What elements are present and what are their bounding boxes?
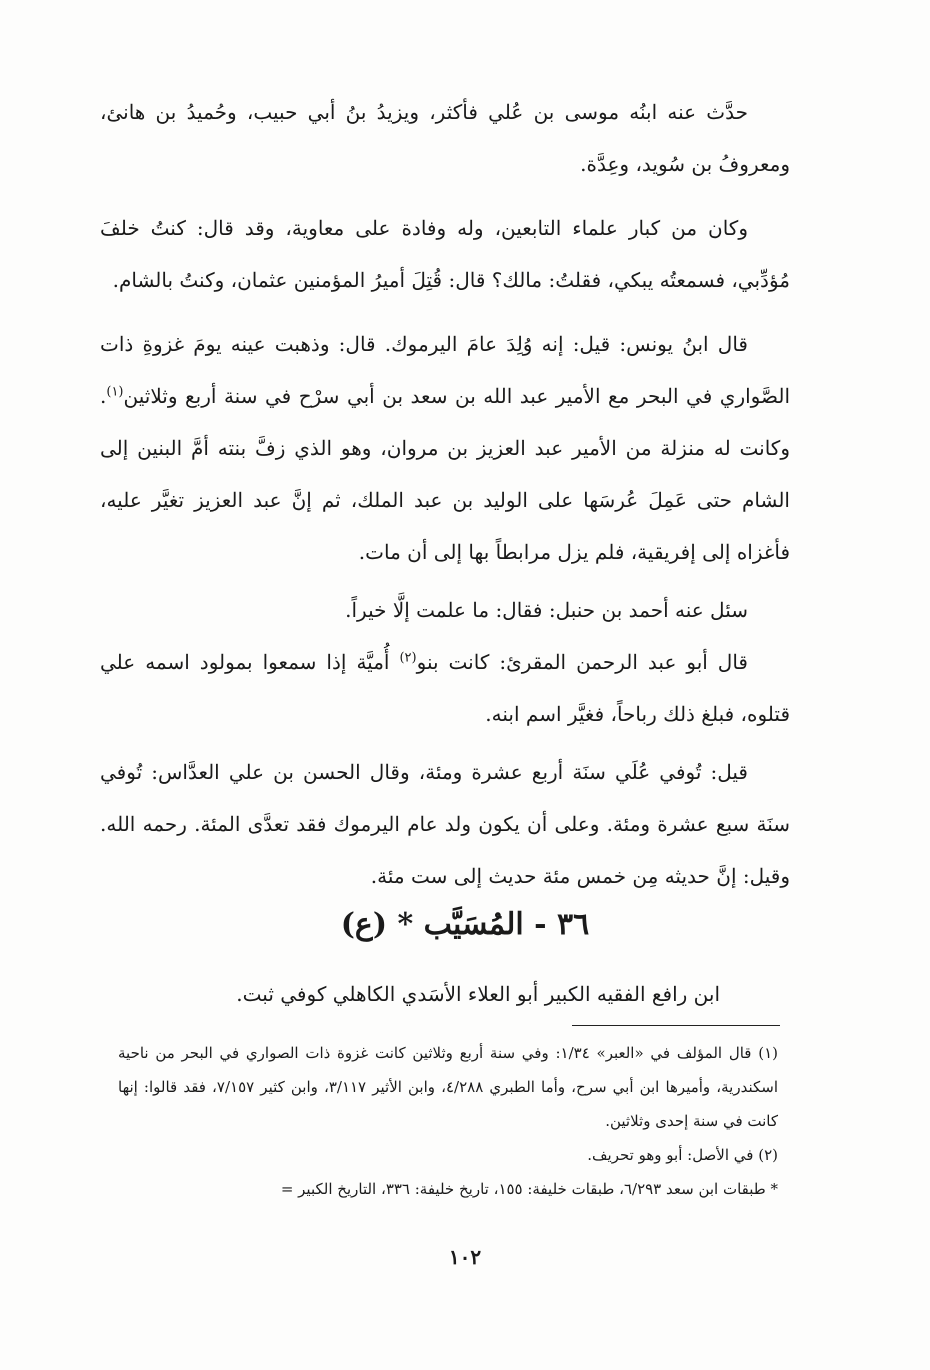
- footnote-1: (١) قال المؤلف في «العبر» ١/٣٤: وفي سنة أربع وثلاثين كانت غزوة ذات الصواري في البحر من ناحية اسكندرية، وأميرها ابن أبي سرح، وأما الطبري ٤/٢٨٨، وابن الأثير ٣/١١٧، وابن كثير ٧/١٥٧، فقد قالوا: إنها كانت في سنة إحدى وثلاثين.: [118, 1044, 779, 1130]
- footnote-2: (٢) في الأصل: أبو وهو تحريف.: [587, 1146, 778, 1164]
- footnote-ref-2: (٢): [399, 650, 417, 666]
- page-number: ١٠٢: [448, 1245, 482, 1269]
- entry-intro: ابن رافع الفقيه الكبير أبو العلاء الأسَدي الكاهلي كوفي ثبت.: [236, 982, 720, 1006]
- footnote-divider: [572, 1025, 780, 1026]
- paragraph-al-muqri-text-1: قال أبو عبد الرحمن المقرئ: كانت بنو: [416, 650, 748, 674]
- paragraph-narrators: حدَّث عنه ابنُه موسى بن عُلي فأكثر، ويزيدُ بنُ أبي حبيب، وحُميدُ بن هانئ، ومعروفُ بن سُويد، وعِدَّة.: [100, 100, 790, 176]
- paragraph-al-muqri-text-2: أُميَّة إذا سمعوا بمولود اسمه علي قتلوه، فبلغ ذلك رباحاً، فغيَّر اسم ابنه.: [100, 650, 790, 726]
- footnotes-block: [118, 1036, 778, 1206]
- paragraph-biography: وكان من كبار علماء التابعين، وله وفادة على معاوية، وقد قال: كنتُ خلفَ مُؤدِّبي، فسمعتُه يبكي، فقلتُ: مالك؟ قال: قُتِلَ أميرُ المؤمنين عثمان، وكنتُ بالشام.: [100, 216, 790, 292]
- paragraph-death: قيل: تُوفي عُلَي سنَة أربع عشرة ومئة، وقال الحسن بن علي العدَّاس: تُوفي سنَة سبع عشرة ومئة. وعلى أن يكون ولد عام اليرموك فقد تعدَّى المئة. رحمه الله. وقيل: إنَّ حديثه مِن خمس مئة حديث إلى ست مئة.: [100, 760, 790, 888]
- entry-heading: ٣٦ - المُسَيَّب * (ع): [340, 907, 590, 942]
- footnote-sources: * طبقات ابن سعد ٦/٢٩٣، طبقات خليفة: ١٥٥، تاريخ خليفة: ٣٣٦، التاريخ الكبير =: [280, 1180, 778, 1198]
- main-text-block: [100, 86, 790, 902]
- paragraph-ibn-yunus: [100, 318, 790, 578]
- paragraph-ibn-yunus-text-1: قال ابنُ يونس: قيل: إنه وُلِدَ عامَ اليرموك. قال: وذهبت عينه يومَ غزوةِ ذات الصَّواري في البحر مع الأمير عبد الله بن سعد بن أبي سرْح في سنة أربع وثلاثين: [100, 332, 790, 408]
- paragraph-ibn-yunus-text-2: . وكانت له منزلة من الأمير عبد العزيز بن مروان، وهو الذي زفَّ بنته أمَّ البنين إلى الشام حتى عَمِلَ عُرسَها على الوليد بن عبد الملك، ثم إنَّ عبد العزيز تغيَّر عليه، فأغزاه إلى إفريقية، فلم يزل مرابطاً بها إلى أن مات.: [100, 384, 790, 564]
- paragraph-ahmad-ibn-hanbal: سئل عنه أحمد بن حنبل: فقال: ما علمت إلَّا خيراً.: [345, 598, 748, 622]
- paragraph-al-muqri: [100, 636, 790, 740]
- footnote-ref-1: (١): [106, 384, 124, 400]
